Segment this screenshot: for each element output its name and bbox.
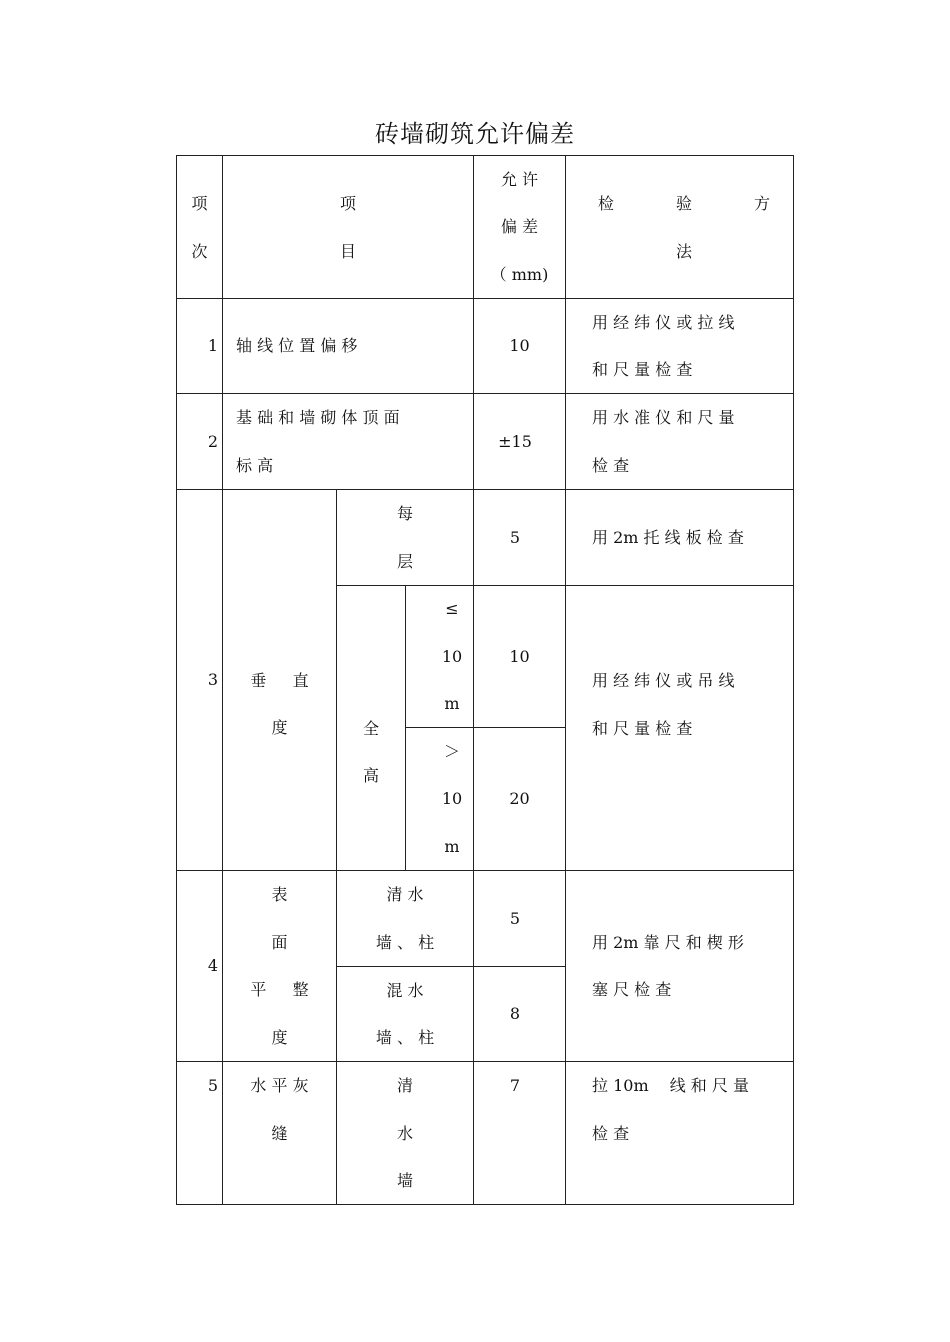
row-3-no: 3 <box>207 670 219 690</box>
row-3-per-floor-tolerance: 5 <box>509 527 521 547</box>
row-4-item: 表 面 平 整 度 <box>250 885 309 1047</box>
row-2-method: 用 水 准 仪 和 尺 量 检 查 <box>592 408 735 475</box>
row-4-plastered-tolerance: 8 <box>509 1004 521 1024</box>
row-5-tolerance: 7 <box>509 1076 521 1095</box>
header-item: 项 目 <box>339 194 356 261</box>
row-5-item: 水 平 灰 缝 <box>250 1076 309 1143</box>
row-2-item: 基 础 和 墙 砌 体 顶 面 标 高 <box>236 408 400 475</box>
row-3-full-height-method: 用 经 纬 仪 或 吊 线 和 尺 量 检 查 <box>592 671 735 738</box>
row-4-fair-faced: 清 水 墙 、 柱 <box>375 885 435 952</box>
row-3-gt-10m: ＞ 10 m <box>441 741 463 856</box>
row-2-no: 2 <box>207 431 219 451</box>
page-title: 砖墙砌筑允许偏差 <box>375 120 575 148</box>
row-3-gt-10m-tolerance: 20 <box>509 789 530 809</box>
row-4-plastered: 混 水 墙 、 柱 <box>375 980 435 1047</box>
row-3-full-height: 全 高 <box>362 718 379 785</box>
row-3-item: 垂 直 度 <box>250 670 309 737</box>
row-3-le-10m: ≤ 10 m <box>441 599 463 714</box>
row-4-fair-faced-tolerance: 5 <box>509 908 521 928</box>
row-3-per-floor-method: 用 2m 托 线 板 检 查 <box>592 527 744 547</box>
row-1-method: 用 经 纬 仪 或 拉 线 和 尺 量 检 查 <box>592 312 735 379</box>
row-5-no: 5 <box>207 1076 219 1095</box>
header-seq: 项 次 <box>191 194 208 261</box>
header-method: 检 验 方 法 <box>598 194 770 261</box>
row-2-tolerance: ±15 <box>498 431 532 451</box>
header-tolerance: 允 许 偏 差 （ mm) <box>490 169 549 284</box>
row-4-method: 用 2m 靠 尺 和 楔 形 塞 尺 检 查 <box>592 932 744 999</box>
row-5-method: 拉 10m 线 和 尺 量 检 查 <box>592 1076 749 1143</box>
row-1-item: 轴 线 位 置 偏 移 <box>236 336 358 356</box>
row-1-no: 1 <box>207 336 219 356</box>
row-5-fair-faced-wall: 清 水 墙 <box>396 1076 413 1190</box>
row-4-no: 4 <box>207 956 219 976</box>
row-3-le-10m-tolerance: 10 <box>509 646 530 666</box>
row-3-per-floor: 每 层 <box>396 504 413 571</box>
row-1-tolerance: 10 <box>509 336 530 356</box>
